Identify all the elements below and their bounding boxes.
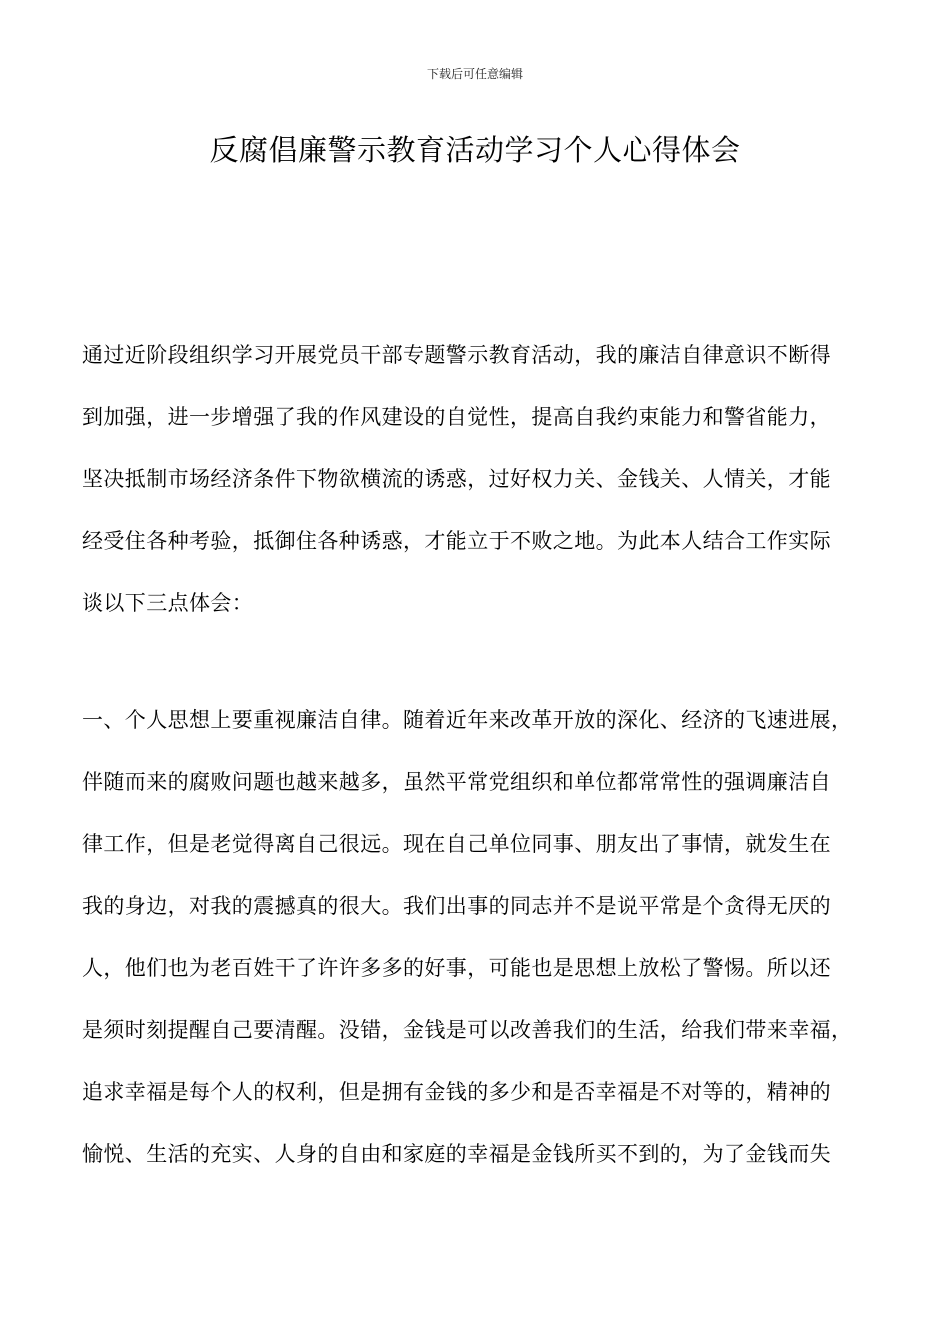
document-title: 反腐倡廉警示教育活动学习个人心得体会 (209, 133, 741, 167)
paragraph-point-1 (82, 689, 882, 1185)
paragraph-line: 我的身边，对我的震撼真的很大。我们出事的同志并不是说平常是个贪得无厌的 (82, 894, 831, 918)
paragraph-line: 到加强，进一步增强了我的作风建设的自觉性，提高自我约束能力和警省能力， (82, 405, 831, 429)
paragraph-line: 愉悦、生活的充实、人身的自由和家庭的幸福是金钱所买不到的，为了金钱而失 (82, 1142, 831, 1166)
paragraph-line: 谈以下三点体会： (82, 591, 254, 615)
paragraph-line: 追求幸福是每个人的权利，但是拥有金钱的多少和是否幸福是不对等的，精神的 (82, 1080, 831, 1104)
paragraph-line: 是须时刻提醒自己要清醒。没错，金钱是可以改善我们的生活，给我们带来幸福， (82, 1018, 853, 1042)
header-note: 下载后可任意编辑 (426, 67, 523, 81)
paragraph-line: 经受住各种考验，抵御住各种诱惑，才能立于不败之地。为此本人结合工作实际 (82, 529, 831, 553)
paragraph-line: 一、个人思想上要重视廉洁自律。随着近年来改革开放的深化、经济的飞速进展， (82, 708, 853, 732)
paragraph-line: 坚决抵制市场经济条件下物欲横流的诱惑，过好权力关、金钱关、人情关，才能 (82, 467, 831, 491)
paragraph-line: 通过近阶段组织学习开展党员干部专题警示教育活动，我的廉洁自律意识不断得 (82, 343, 831, 367)
paragraph-line: 伴随而来的腐败问题也越来越多，虽然平常党组织和单位都常常性的强调廉洁自 (82, 770, 831, 794)
paragraph-line: 人，他们也为老百姓干了许许多多的好事，可能也是思想上放松了警惕。所以还 (82, 956, 831, 980)
paragraph-line: 律工作，但是老觉得离自己很远。现在自己单位同事、朋友出了事情，就发生在 (82, 832, 831, 856)
paragraph-intro (82, 324, 882, 634)
